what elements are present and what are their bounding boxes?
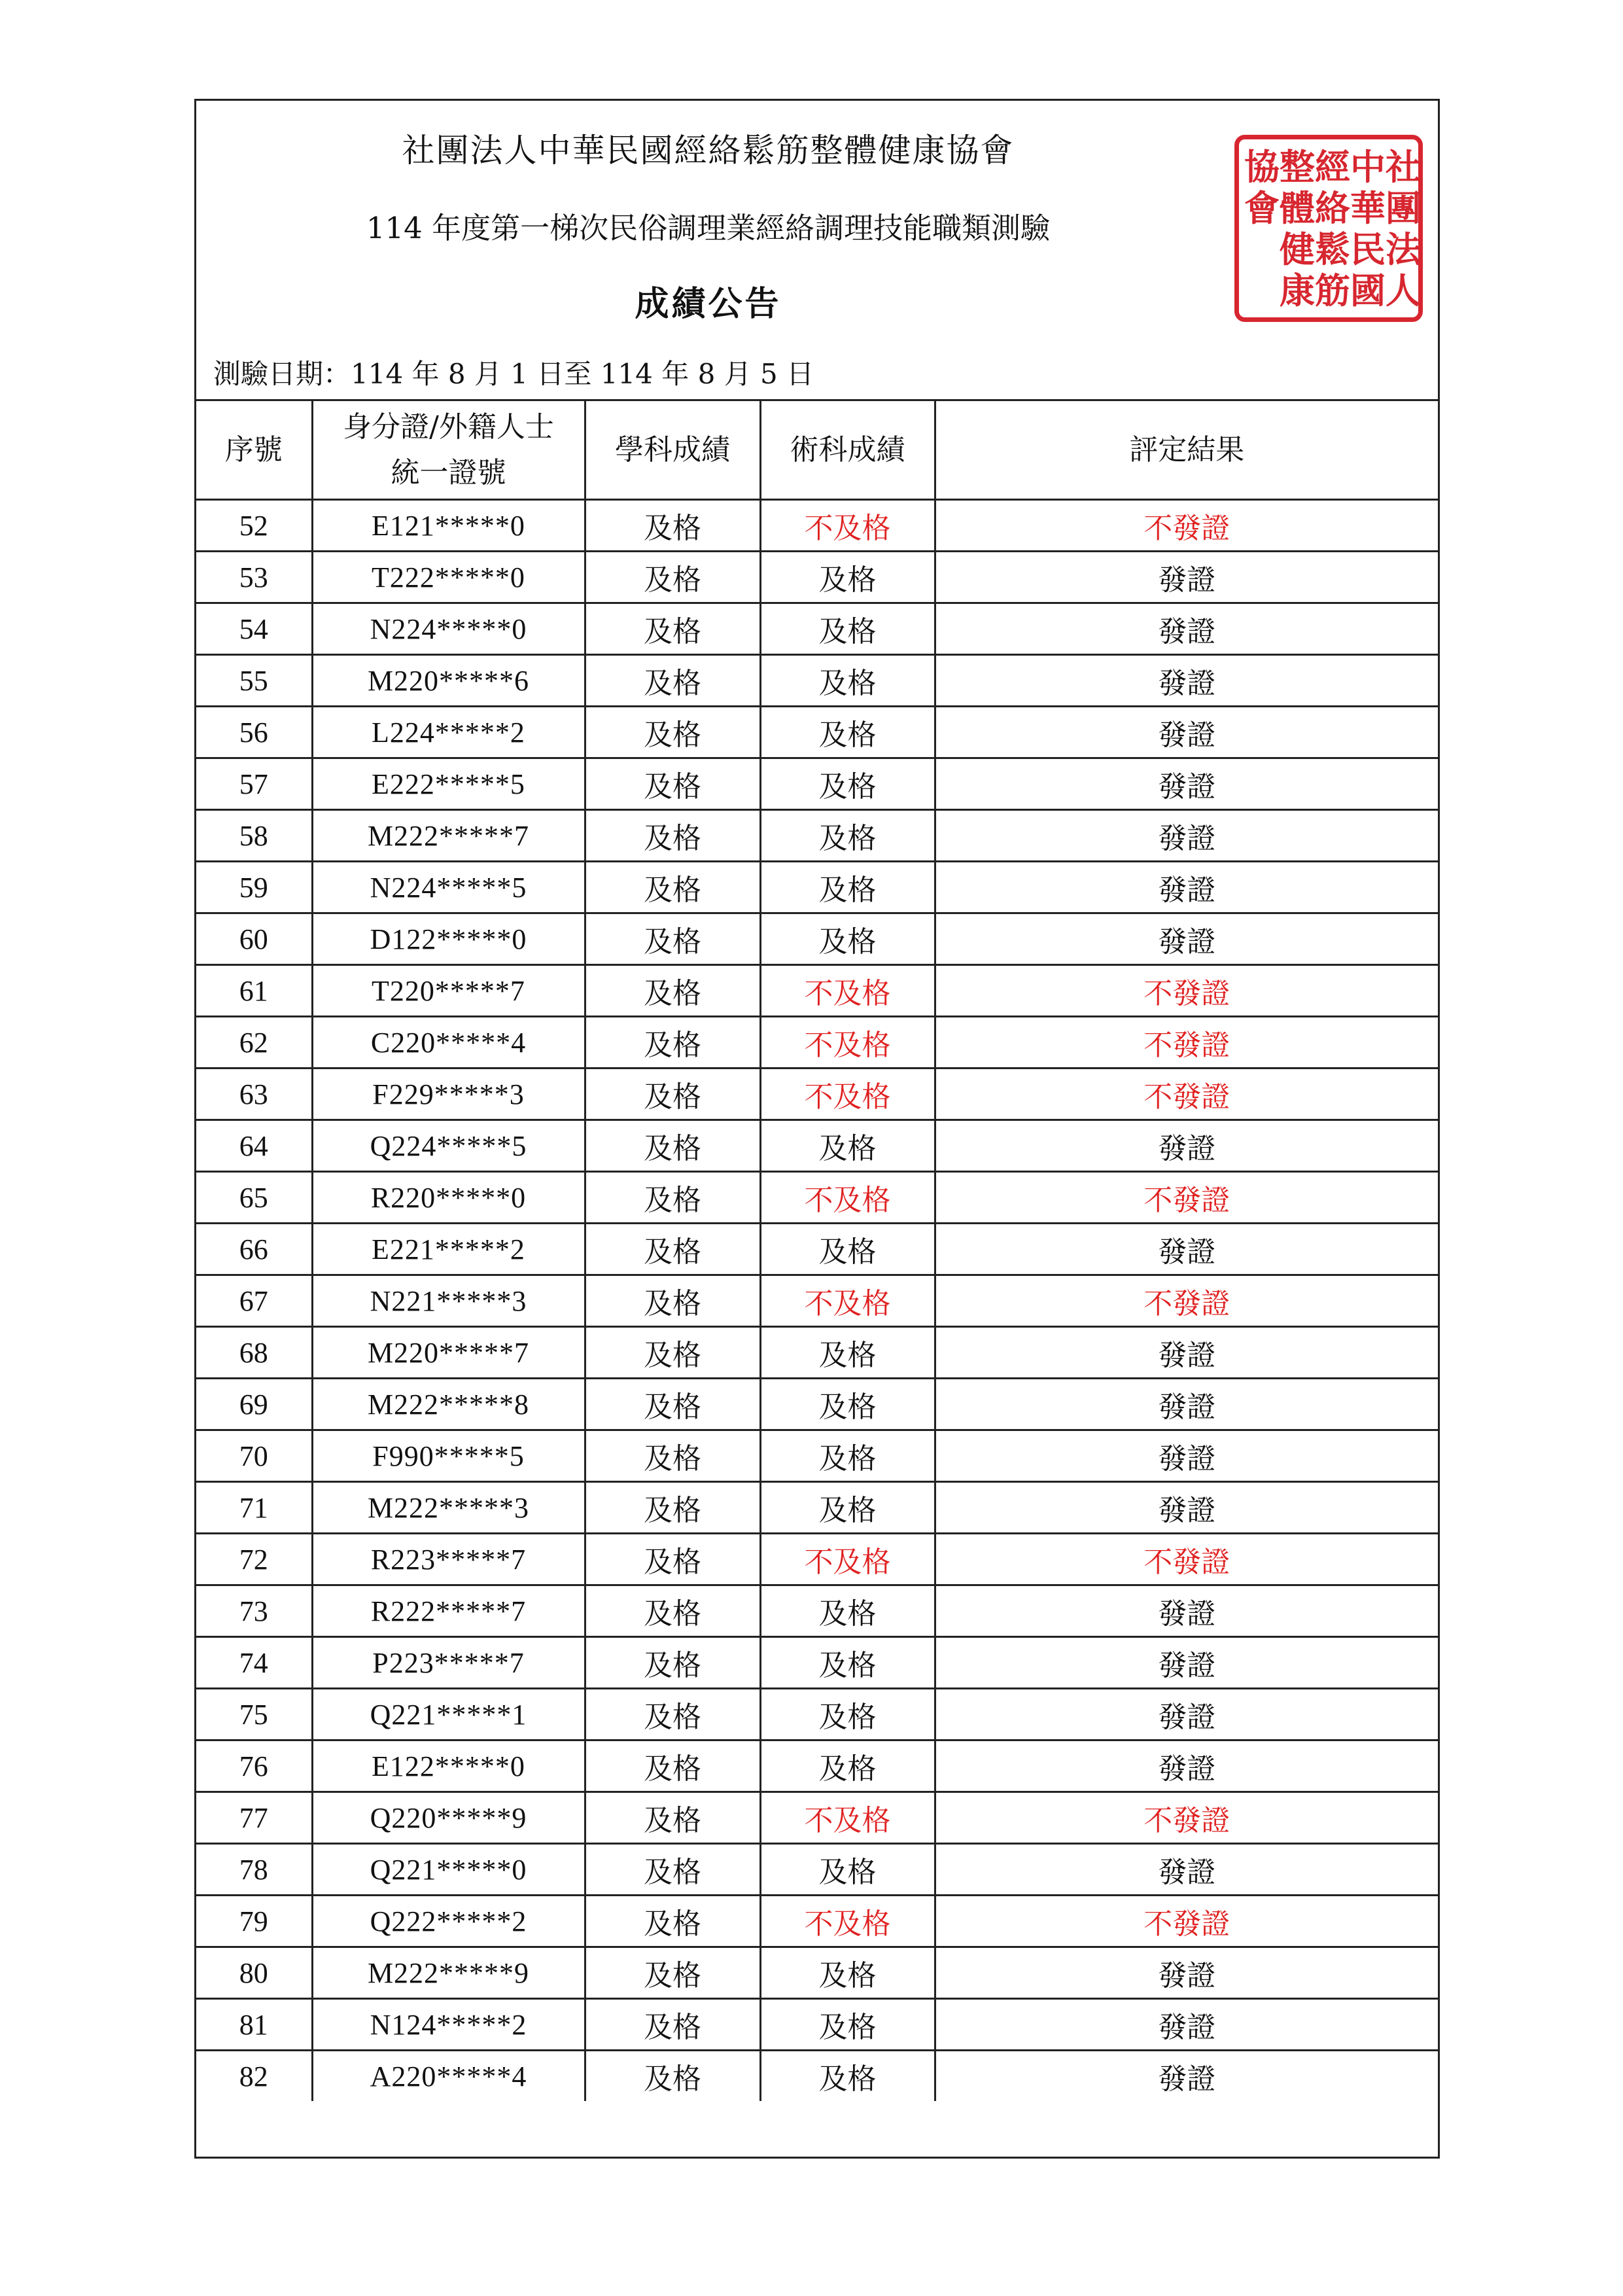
cell-result: 不發證	[935, 965, 1438, 1017]
cell-id-number: C220*****4	[312, 1017, 585, 1069]
cell-practical-score: 及格	[760, 2051, 935, 2102]
cell-serial: 72	[196, 1534, 312, 1585]
notice-title: 成績公告	[635, 284, 782, 324]
cell-result: 發證	[935, 1482, 1438, 1534]
cell-serial: 81	[196, 1999, 312, 2051]
cell-result: 發證	[935, 1740, 1438, 1792]
cell-id-number: L224*****2	[312, 707, 585, 758]
cell-serial: 55	[196, 655, 312, 707]
cell-result: 發證	[935, 1689, 1438, 1740]
cell-id-number: T222*****0	[312, 552, 585, 603]
cell-id-number: N224*****0	[312, 603, 585, 655]
cell-practical-score: 不及格	[760, 1534, 935, 1585]
cell-practical-score: 及格	[760, 1430, 935, 1482]
seal-glyph: 康	[1280, 269, 1315, 311]
seal-glyph: 筋	[1315, 269, 1350, 311]
cell-id-number: D122*****0	[312, 913, 585, 965]
cell-written-score: 及格	[585, 1740, 760, 1792]
cell-practical-score: 不及格	[760, 1172, 935, 1224]
cell-result: 發證	[935, 1947, 1438, 1999]
table-row	[196, 1017, 1438, 1069]
cell-practical-score: 不及格	[760, 1792, 935, 1844]
cell-serial: 74	[196, 1637, 312, 1689]
cell-written-score: 及格	[585, 1585, 760, 1637]
cell-written-score: 及格	[585, 500, 760, 552]
table-row	[196, 1327, 1438, 1379]
cell-result: 發證	[935, 603, 1438, 655]
seal-glyph: 人	[1386, 269, 1421, 311]
seal-glyph: 中	[1350, 145, 1386, 188]
cell-practical-score: 不及格	[760, 1069, 935, 1120]
cell-practical-score: 及格	[760, 758, 935, 810]
cell-serial: 70	[196, 1430, 312, 1482]
cell-written-score: 及格	[585, 2051, 760, 2102]
seal-glyph	[1244, 270, 1280, 311]
cell-written-score: 及格	[585, 1999, 760, 2051]
cell-id-number: P223*****7	[312, 1637, 585, 1689]
cell-id-number: Q222*****2	[312, 1896, 585, 1947]
header-id-line1: 身分證/外籍人士	[343, 410, 554, 444]
seal-glyph: 法	[1386, 228, 1421, 270]
cell-practical-score: 及格	[760, 1999, 935, 2051]
exam-title: 114 年度第一梯次民俗調理業經絡調理技能職類測驗	[366, 211, 1051, 245]
cell-practical-score: 不及格	[760, 1275, 935, 1327]
cell-id-number: A220*****4	[312, 2051, 585, 2102]
cell-written-score: 及格	[585, 758, 760, 810]
cell-id-number: M222*****8	[312, 1379, 585, 1430]
cell-written-score: 及格	[585, 1792, 760, 1844]
table-header-row	[196, 400, 1438, 500]
cell-written-score: 及格	[585, 552, 760, 603]
seal-glyph: 協	[1244, 145, 1280, 188]
table-row	[196, 1069, 1438, 1120]
seal-glyph	[1244, 228, 1280, 270]
cell-practical-score: 及格	[760, 1585, 935, 1637]
cell-practical-score: 及格	[760, 862, 935, 913]
table-row	[196, 1999, 1438, 2051]
cell-serial: 63	[196, 1069, 312, 1120]
cell-result: 不發證	[935, 1534, 1438, 1585]
cell-id-number: T220*****7	[312, 965, 585, 1017]
table-row	[196, 913, 1438, 965]
table-row	[196, 1224, 1438, 1275]
cell-result: 發證	[935, 1637, 1438, 1689]
cell-practical-score: 及格	[760, 1947, 935, 1999]
cell-practical-score: 不及格	[760, 1896, 935, 1947]
cell-id-number: E122*****0	[312, 1740, 585, 1792]
table-row	[196, 1740, 1438, 1792]
cell-written-score: 及格	[585, 1327, 760, 1379]
cell-id-number: Q221*****1	[312, 1689, 585, 1740]
header-practical-score: 術科成績	[760, 400, 935, 500]
table-row	[196, 1379, 1438, 1430]
cell-written-score: 及格	[585, 1069, 760, 1120]
cell-result: 不發證	[935, 1896, 1438, 1947]
table-row	[196, 1585, 1438, 1637]
table-row	[196, 1275, 1438, 1327]
cell-serial: 80	[196, 1947, 312, 1999]
cell-written-score: 及格	[585, 1947, 760, 1999]
cell-serial: 52	[196, 500, 312, 552]
cell-practical-score: 不及格	[760, 500, 935, 552]
cell-id-number: E222*****5	[312, 758, 585, 810]
cell-written-score: 及格	[585, 1172, 760, 1224]
cell-written-score: 及格	[585, 603, 760, 655]
cell-practical-score: 及格	[760, 913, 935, 965]
cell-serial: 60	[196, 913, 312, 965]
cell-written-score: 及格	[585, 1534, 760, 1585]
cell-serial: 54	[196, 603, 312, 655]
cell-written-score: 及格	[585, 1689, 760, 1740]
cell-serial: 61	[196, 965, 312, 1017]
table-row	[196, 810, 1438, 862]
table-row	[196, 1896, 1438, 1947]
cell-written-score: 及格	[585, 1224, 760, 1275]
table-row	[196, 1534, 1438, 1585]
cell-id-number: N224*****5	[312, 862, 585, 913]
cell-result: 發證	[935, 1379, 1438, 1430]
header-written-score: 學科成績	[585, 400, 760, 500]
cell-id-number: Q220*****9	[312, 1792, 585, 1844]
cell-id-number: F229*****3	[312, 1069, 585, 1120]
cell-serial: 65	[196, 1172, 312, 1224]
header-result: 評定結果	[935, 400, 1438, 500]
cell-result: 發證	[935, 913, 1438, 965]
cell-written-score: 及格	[585, 1379, 760, 1430]
cell-practical-score: 及格	[760, 1224, 935, 1275]
cell-result: 不發證	[935, 1017, 1438, 1069]
cell-written-score: 及格	[585, 707, 760, 758]
header-id-number	[312, 400, 585, 500]
results-table	[196, 399, 1438, 2101]
seal-glyph: 民	[1350, 228, 1386, 270]
cell-id-number: N221*****3	[312, 1275, 585, 1327]
table-row	[196, 965, 1438, 1017]
cell-practical-score: 不及格	[760, 1017, 935, 1069]
cell-result: 發證	[935, 1430, 1438, 1482]
cell-result: 發證	[935, 1120, 1438, 1172]
cell-written-score: 及格	[585, 1017, 760, 1069]
cell-serial: 78	[196, 1844, 312, 1896]
header-serial: 序號	[196, 400, 312, 500]
seal-glyph: 經	[1315, 145, 1350, 188]
table-row	[196, 655, 1438, 707]
cell-written-score: 及格	[585, 1896, 760, 1947]
cell-serial: 73	[196, 1585, 312, 1637]
table-row	[196, 2051, 1438, 2102]
cell-written-score: 及格	[585, 1844, 760, 1896]
table-row	[196, 1430, 1438, 1482]
cell-id-number: Q224*****5	[312, 1120, 585, 1172]
cell-result: 發證	[935, 862, 1438, 913]
cell-practical-score: 及格	[760, 552, 935, 603]
cell-practical-score: 及格	[760, 1689, 935, 1740]
seal-glyph: 團	[1386, 186, 1421, 229]
cell-result: 發證	[935, 2051, 1438, 2102]
cell-serial: 64	[196, 1120, 312, 1172]
cell-practical-score: 及格	[760, 1379, 935, 1430]
cell-serial: 53	[196, 552, 312, 603]
cell-id-number: R220*****0	[312, 1172, 585, 1224]
cell-serial: 77	[196, 1792, 312, 1844]
cell-id-number: M222*****9	[312, 1947, 585, 1999]
cell-practical-score: 及格	[760, 603, 935, 655]
cell-id-number: F990*****5	[312, 1430, 585, 1482]
cell-serial: 75	[196, 1689, 312, 1740]
cell-id-number: Q221*****0	[312, 1844, 585, 1896]
cell-result: 發證	[935, 707, 1438, 758]
cell-written-score: 及格	[585, 1637, 760, 1689]
cell-serial: 82	[196, 2051, 312, 2102]
cell-id-number: M222*****3	[312, 1482, 585, 1534]
document-header	[196, 101, 1438, 399]
cell-result: 發證	[935, 758, 1438, 810]
cell-result: 不發證	[935, 1069, 1438, 1120]
cell-result: 發證	[935, 1999, 1438, 2051]
cell-written-score: 及格	[585, 1275, 760, 1327]
seal-glyph: 體	[1280, 186, 1315, 229]
cell-written-score: 及格	[585, 1120, 760, 1172]
cell-id-number: N124*****2	[312, 1999, 585, 2051]
cell-serial: 66	[196, 1224, 312, 1275]
cell-result: 發證	[935, 1585, 1438, 1637]
cell-serial: 59	[196, 862, 312, 913]
cell-serial: 62	[196, 1017, 312, 1069]
table-row	[196, 1947, 1438, 1999]
cell-written-score: 及格	[585, 862, 760, 913]
seal-glyph: 健	[1280, 228, 1315, 270]
cell-practical-score: 及格	[760, 655, 935, 707]
cell-serial: 57	[196, 758, 312, 810]
seal-glyph: 會	[1244, 186, 1280, 229]
table-row	[196, 1482, 1438, 1534]
table-row	[196, 862, 1438, 913]
cell-practical-score: 及格	[760, 1740, 935, 1792]
seal-glyph: 華	[1350, 186, 1386, 229]
cell-written-score: 及格	[585, 810, 760, 862]
cell-id-number: E121*****0	[312, 500, 585, 552]
association-seal	[1234, 135, 1423, 322]
table-row	[196, 1120, 1438, 1172]
cell-practical-score: 及格	[760, 1327, 935, 1379]
cell-written-score: 及格	[585, 655, 760, 707]
cell-result: 不發證	[935, 1172, 1438, 1224]
table-row	[196, 1689, 1438, 1740]
seal-glyph: 絡	[1315, 186, 1350, 229]
table-row	[196, 1172, 1438, 1224]
table-row	[196, 552, 1438, 603]
cell-serial: 69	[196, 1379, 312, 1430]
cell-result: 發證	[935, 1224, 1438, 1275]
cell-practical-score: 不及格	[760, 965, 935, 1017]
cell-serial: 79	[196, 1896, 312, 1947]
cell-serial: 67	[196, 1275, 312, 1327]
cell-serial: 58	[196, 810, 312, 862]
cell-id-number: R223*****7	[312, 1534, 585, 1585]
cell-written-score: 及格	[585, 1482, 760, 1534]
cell-written-score: 及格	[585, 965, 760, 1017]
cell-result: 不發證	[935, 1792, 1438, 1844]
cell-serial: 68	[196, 1327, 312, 1379]
cell-id-number: M222*****7	[312, 810, 585, 862]
seal-glyph: 整	[1280, 145, 1315, 188]
cell-id-number: R222*****7	[312, 1585, 585, 1637]
cell-id-number: M220*****6	[312, 655, 585, 707]
score-announcement-sheet	[194, 99, 1440, 2159]
table-row	[196, 1637, 1438, 1689]
cell-result: 不發證	[935, 500, 1438, 552]
table-row	[196, 500, 1438, 552]
cell-result: 發證	[935, 552, 1438, 603]
cell-practical-score: 及格	[760, 1482, 935, 1534]
cell-id-number: E221*****2	[312, 1224, 585, 1275]
cell-practical-score: 及格	[760, 707, 935, 758]
cell-practical-score: 及格	[760, 810, 935, 862]
table-row	[196, 603, 1438, 655]
table-body	[196, 500, 1438, 2102]
cell-result: 發證	[935, 1327, 1438, 1379]
cell-result: 發證	[935, 655, 1438, 707]
cell-written-score: 及格	[585, 913, 760, 965]
cell-practical-score: 及格	[760, 1637, 935, 1689]
header-id-line2: 統一證號	[391, 455, 506, 489]
seal-glyph: 鬆	[1315, 228, 1350, 270]
table-row	[196, 758, 1438, 810]
seal-glyph: 國	[1350, 269, 1386, 311]
cell-practical-score: 及格	[760, 1120, 935, 1172]
organization-name: 社團法人中華民國經絡鬆筋整體健康協會	[402, 132, 1015, 169]
cell-serial: 71	[196, 1482, 312, 1534]
table-row	[196, 1792, 1438, 1844]
cell-serial: 56	[196, 707, 312, 758]
cell-id-number: M220*****7	[312, 1327, 585, 1379]
seal-glyph: 社	[1386, 145, 1421, 188]
cell-result: 不發證	[935, 1275, 1438, 1327]
table-row	[196, 707, 1438, 758]
cell-result: 發證	[935, 810, 1438, 862]
table-row	[196, 1844, 1438, 1896]
cell-result: 發證	[935, 1844, 1438, 1896]
cell-practical-score: 及格	[760, 1844, 935, 1896]
cell-serial: 76	[196, 1740, 312, 1792]
exam-date: 測驗日期：114 年 8 月 1 日至 114 年 8 月 5 日	[213, 358, 814, 390]
cell-written-score: 及格	[585, 1430, 760, 1482]
